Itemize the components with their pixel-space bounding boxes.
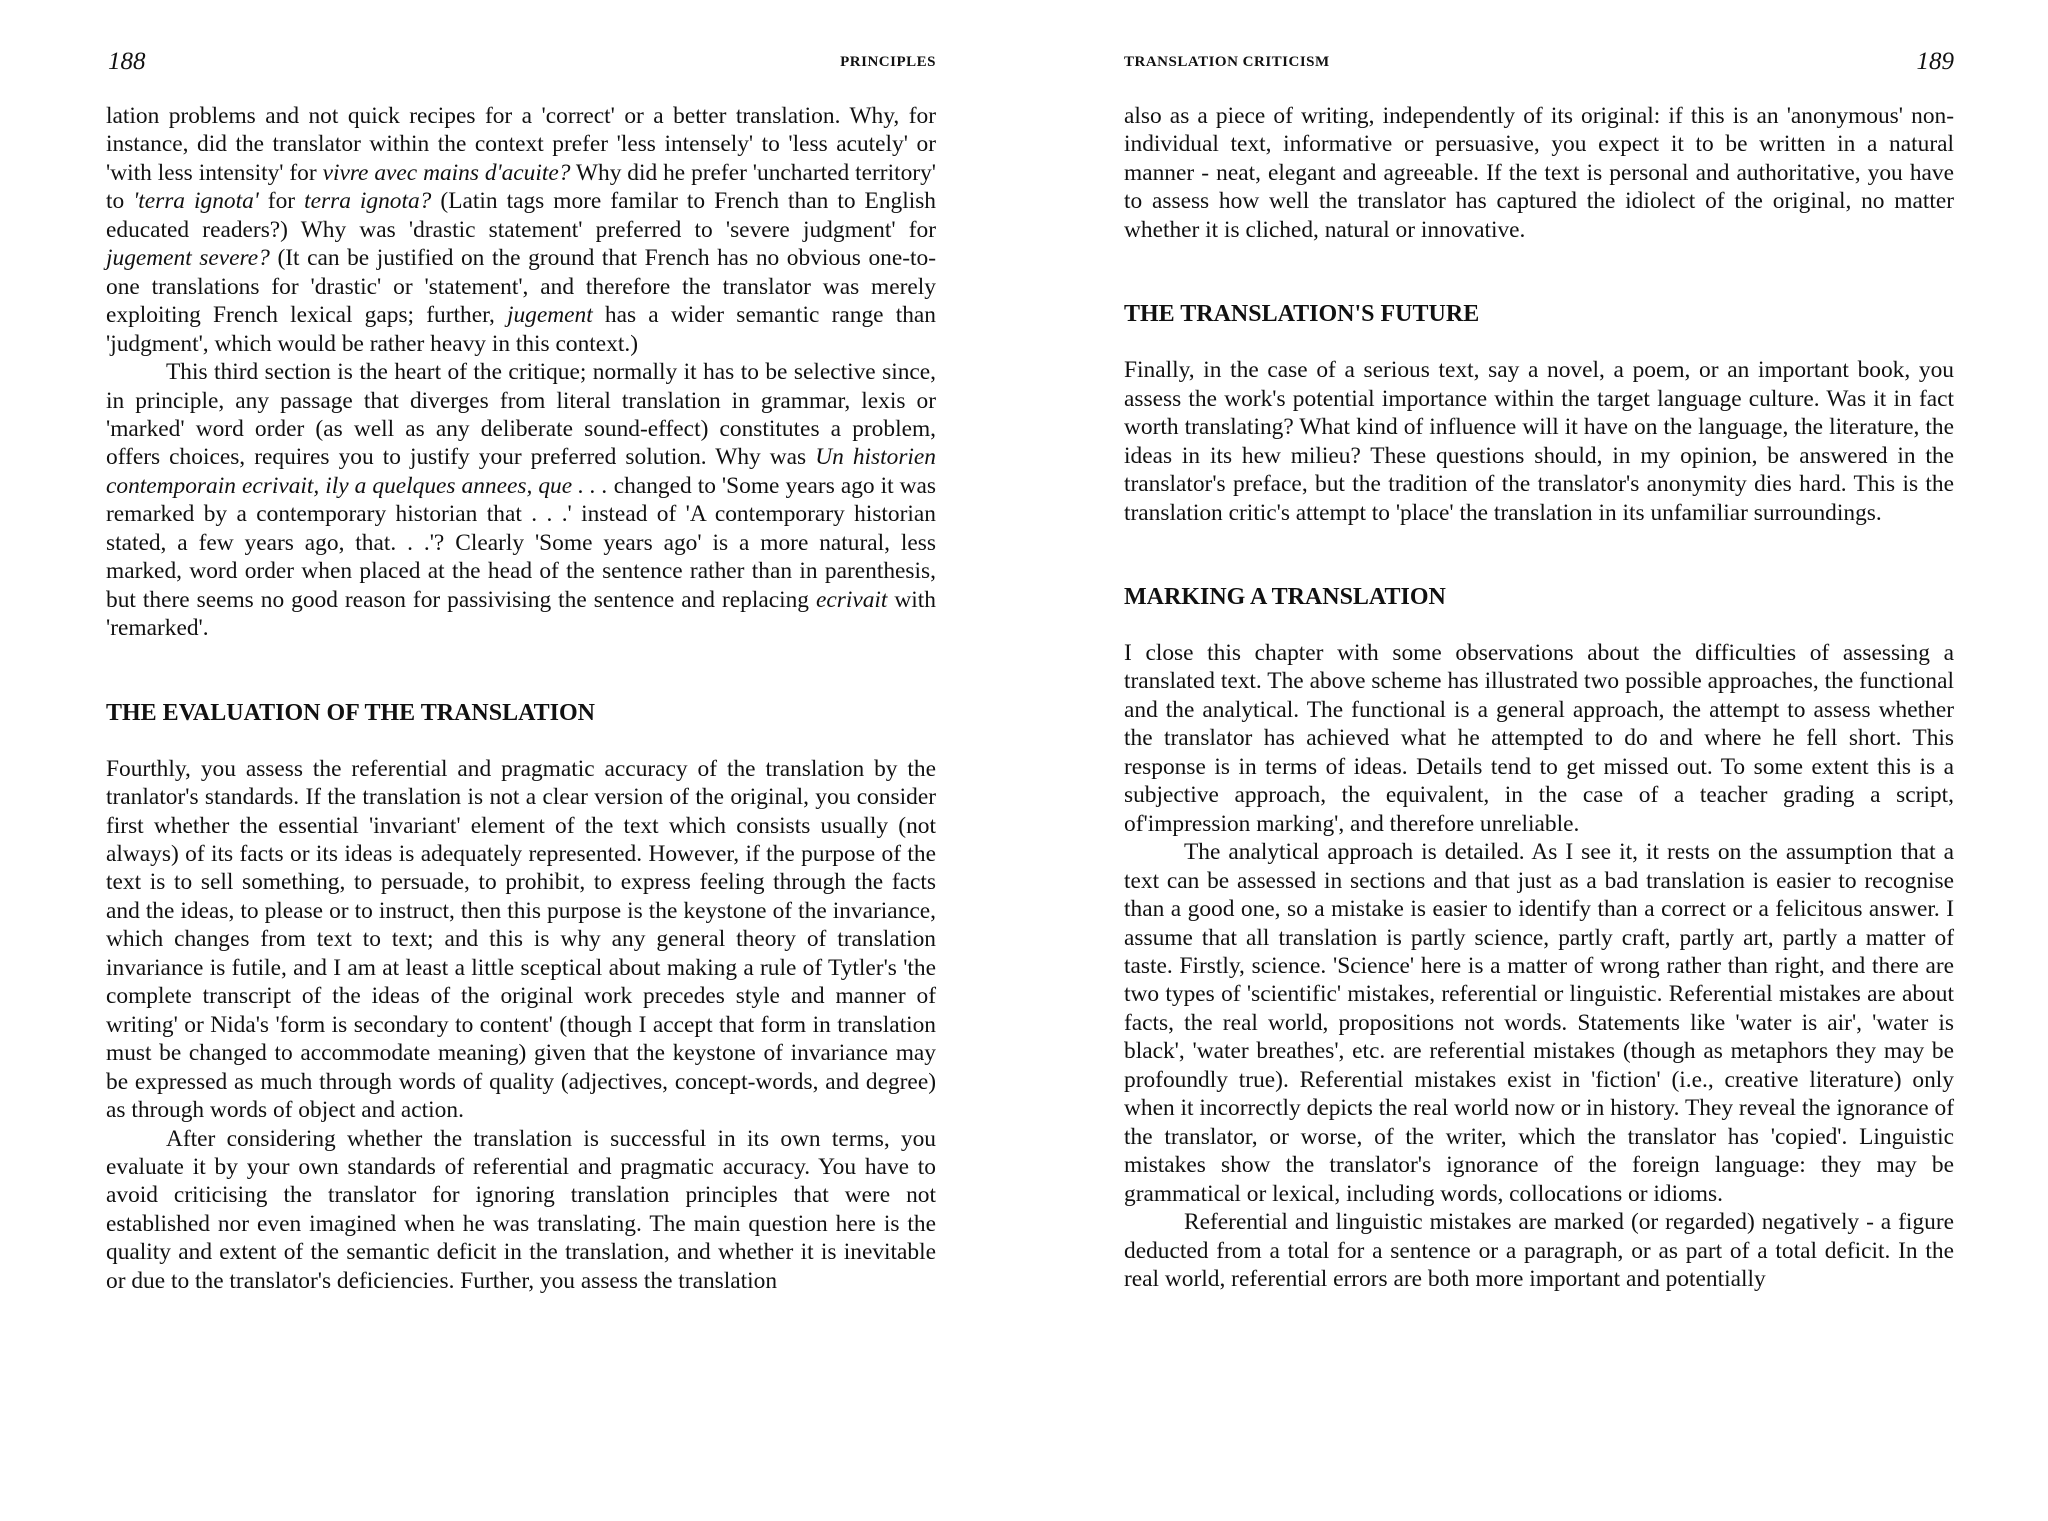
body-paragraph: Referential and linguistic mistakes are marked (or regarded) negatively - a figure deducted from a total for a sentence or a paragraph, or as part of a total deficit. In the real world, referential errors are both more important and potentially <box>1124 1209 1954 1292</box>
right-running-head-title: TRANSLATION CRITICISM <box>1124 54 1330 70</box>
left-page <box>106 0 936 1521</box>
body-paragraph: After considering whether the translation is successful in its own terms, you evaluate it by your own standards of referential and pragmatic accuracy. You have to avoid criticising the translator for ignoring translation principles that were not established nor even imagined when he was translating. The main question here is the quality and extent of the semantic deficit in the translation, and whether it is inevitable or due to the translator's deficiencies. Further, you assess the translation <box>106 1125 936 1294</box>
body-paragraph: I close this chapter with some observations about the difficulties of assessing a translated text. The above scheme has illustrated two possible approaches, the functional and the analytical. The functional is a general approach, the attempt to assess whether the translator has achieved what he attempted to do and where he fell short. This response is in terms of ideas. Details tend to get missed out. To some extent this is a subjective approach, the equivalent, in the case of a teacher grading a script, of'impression marking', and therefore unreliable. <box>1124 639 1954 837</box>
left-running-head-title: PRINCIPLES <box>840 54 936 70</box>
body-paragraph: The analytical approach is detailed. As I see it, it rests on the assumption that a text can be assessed in sections and that just as a bad translation is easier to recognise than a good one, so a mistake is easier to identify than a correct or a felicitous answer. I assume that all translation is partly science, partly craft, partly art, partly a matter of taste. Firstly, science. 'Science' here is a matter of wrong rather than right, and there are two types of 'scientific' mistakes, referential or linguistic. Referential mistakes are about facts, the real world, propositions not words. Statements like 'water is air', 'water is black', 'water breathes', etc. are referential mistakes (though as metaphors they may be profoundly true). Referential mistakes exist in 'fiction' (i.e., creative literature) only when it incorrectly depicts the real world now or in history. They reveal the ignorance of the translator, or worse, of the writer, which the translator has 'copied'. Linguistic mistakes show the translator's ignorance of the foreign language: they may be grammatical or lexical, including words, collocations or idioms. <box>1124 839 1954 1207</box>
body-paragraph: Fourthly, you assess the referential and pragmatic accuracy of the translation by the tranlator's standards. If the translation is not a clear version of the original, you consider first whether the essential 'invariant' element of the text which consists usually (not always) of its facts or its ideas is adequately represented. However, if the purpose of the text is to sell something, to persuade, to prohibit, to express feeling through the facts and the ideas, to please or to instruct, then this purpose is the keystone of the invariance, which changes from text to text; and this is why any general theory of translation invariance is futile, and I am at least a little sceptical about making a rule of Tytler's 'the complete transcript of the ideas of the original work precedes style and manner of writing' or Nida's 'form is secondary to content' (though I accept that form in translation must be changed to accommodate meaning) given that the keystone of invariance may be expressed as much through words of quality (adjectives, concept-words, and degree) as through words of object and action. <box>106 755 936 1124</box>
right-page-number: 189 <box>1916 48 1954 75</box>
body-paragraph: lation problems and not quick recipes for a 'correct' or a better translation. Why, for instance, did the translator within the context prefer 'less intensely' to 'less acutely' or 'with less intensity' for vivre avec mains d'acuite? Why did he prefer 'uncharted territory' to 'terra ignota' for terra ignota? (Latin tags more familar to French than to English educated readers?) Why was 'drastic statement' preferred to 'severe judgment' for jugement severe? (It can be justified on the ground that French has no obvious one-to-one translations for 'drastic' or 'statement', and therefore the translator was merely exploiting French lexical gaps; further, jugement has a wider semantic range than 'judgment', which would be rather heavy in this context.) <box>106 103 937 357</box>
left-running-head <box>106 48 936 78</box>
left-page-number: 188 <box>108 48 146 75</box>
section-heading: MARKING A TRANSLATION <box>1124 583 1446 610</box>
body-paragraph: This third section is the heart of the critique; normally it has to be selective since, in principle, any passage that diverges from literal translation in grammar, lexis or 'marked' word order (as well as any deliberate sound-effect) constitutes a problem, offers choices, requires you to justify your preferred solution. Why was Un historien contemporain ecrivait, ily a quelques annees, que . . . changed to 'Some years ago it was remarked by a contemporary historian that . . .' instead of 'A contemporary historian stated, a few years ago, that. . .'? Clearly 'Some years ago' is a more natural, less marked, word order when placed at the head of the sentence rather than in parenthesis, but there seems no good reason for passivising the sentence and replacing ecrivait with 'remarked'. <box>106 359 937 642</box>
body-paragraph: also as a piece of writing, independently of its original: if this is an 'anonymous' non-individual text, informative or persuasive, you expect it to be written in a natural manner - neat, elegant and agreeable. If the text is personal and authoritative, you have to assess how well the translator has captured the idiolect of the original, no matter whether it is cliched, natural or innovative. <box>1124 103 1954 243</box>
section-heading: THE EVALUATION OF THE TRANSLATION <box>106 699 596 726</box>
right-running-head <box>1124 48 1954 78</box>
left-page-body <box>106 102 936 1295</box>
right-page-body <box>1124 102 1954 1293</box>
body-paragraph: Finally, in the case of a serious text, say a novel, a poem, or an important book, you assess the work's potential importance within the target language culture. Was it in fact worth translating? What kind of influence will it have on the language, the literature, the ideas in its hew milieu? These questions should, in my opinion, be answered in the translator's preface, but the tradition of the translator's anonymity dies hard. This is the translation critic's attempt to 'place' the translation in its unfamiliar surroundings. <box>1124 357 1954 526</box>
right-page <box>1124 0 1954 1521</box>
section-heading: THE TRANSLATION'S FUTURE <box>1124 301 1480 328</box>
